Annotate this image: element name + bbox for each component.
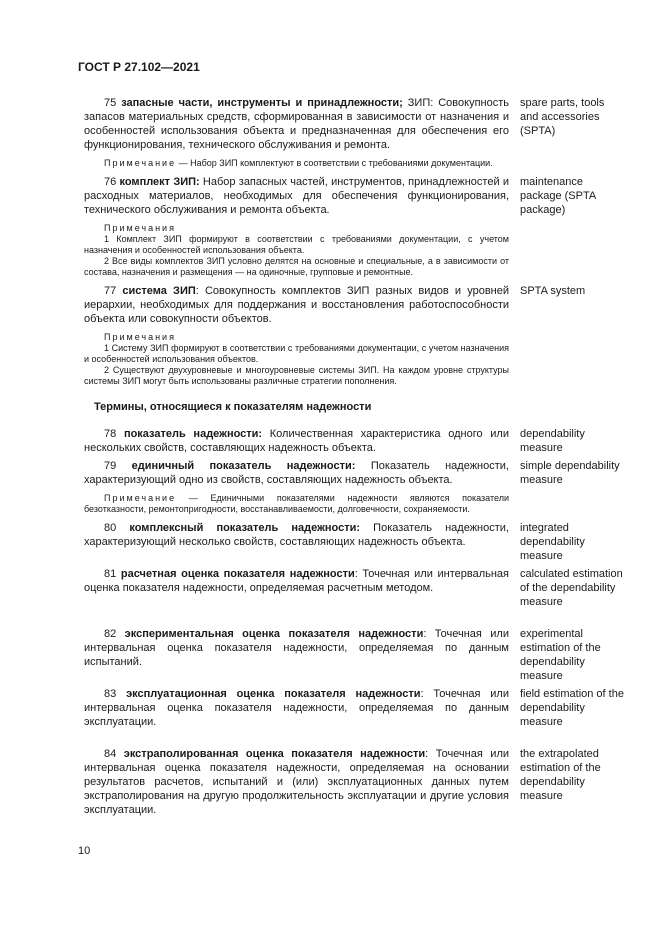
term-english: SPTA system: [520, 285, 586, 297]
term-english: spare parts, tools and accessories (SPTA): [520, 97, 605, 137]
note: Примечания 1 Комплект ЗИП формируют в соответствии с требованиями документации, с учетом назначения и особенностей использования объекта. 2 Все виды комплектов ЗИП условно делятся на основные и специальные, а в зависимости от состава, назначения и размещения — на одиночные, групповые и ремонтные.: [84, 223, 509, 277]
document-header: ГОСТ Р 27.102—2021: [78, 60, 200, 74]
term-definition: 81 расчетная оценка показателя надежности: Точечная или интервальная оценка показателя надежности, определяемая расчетным методом.: [84, 568, 509, 594]
term-entry: [84, 521, 624, 563]
term-name: расчетная оценка показателя надежности: [120, 568, 355, 580]
term-entry: [84, 459, 624, 515]
term-english: experimental estimation of the dependability measure: [520, 628, 601, 682]
term-name: экстраполированная оценка показателя надежности: [123, 748, 426, 760]
term-definition: 83 эксплуатационная оценка показателя надежности: Точечная или интервальная оценка показателя надежности, определяемая по данным эксплуатации.: [84, 688, 509, 728]
term-definition: 78 показатель надежности: Количественная характеристика одного или нескольких свойств, составляющих надежность объекта.: [84, 428, 509, 454]
term-entry: [84, 567, 624, 623]
term-english: the extrapolated estimation of the dependability measure: [520, 748, 601, 802]
term-name: комплексный показатель надежности:: [129, 522, 361, 534]
term-english: field estimation of the dependability measure: [520, 688, 624, 728]
content-area: [84, 96, 624, 817]
term-english: integrated dependability measure: [520, 522, 585, 562]
term-english: dependability measure: [520, 428, 585, 454]
term-entry: [84, 427, 624, 455]
term-definition: 76 комплект ЗИП: Набор запасных частей, инструментов, принадлежностей и расходных материалов, необходимых для обеспечения функционирования, технического обслуживания и ремонта объекта.: [84, 176, 509, 216]
note: Примечание — Набор ЗИП комплектуют в соответствии с требованиями документации.: [104, 158, 493, 168]
term-name: система ЗИП: [122, 285, 196, 297]
term-definition: 75 запасные части, инструменты и принадлежности; ЗИП: Совокупность запасов материальных средств, сформированная в зависимости от назначения и особенностей использования объекта и предназначенная для обеспечения его функционирования, технического обслуживания и ремонта.: [84, 97, 509, 151]
term-definition: 84 экстраполированная оценка показателя надежности: Точечная или интервальная оценка показателя надежности, определяемая на основании результатов расчетов, испытаний и (или) эксплуатационных данных путем экстраполирования на другую продолжительность эксплуатации и другие условия эксплуатации.: [84, 748, 510, 816]
note: Примечание — Единичными показателями надежности являются показатели безотказности, ремонтопригодности, восстанавливаемости, долговечности, сохраняемости.: [84, 493, 509, 514]
term-definition: 79 единичный показатель надежности: Показатель надежности, характеризующий одно из свойств, составляющих надежность объекта. Примечание — Единичными показателями надежности являются показатели безотказности, ремонтопригодности, восстанавливаемости, долговечности, сохраняемости.: [84, 460, 509, 514]
term-definition: 80 комплексный показатель надежности: Показатель надежности, характеризующий несколько свойств, составляющих надежность объекта.: [84, 522, 509, 548]
note: Примечания 1 Систему ЗИП формируют в соответствии с требованиями документации, с учетом назначения и особенностей использования объектов. 2 Существуют двухуровневые и многоуровневые системы ЗИП. На каждом уровне структуры системы ЗИП могут быть использованы различные стратегии пополнения.: [84, 332, 509, 386]
term-name: единичный показатель надежности:: [131, 460, 356, 472]
term-name: запасные части, инструменты и принадлежности;: [121, 97, 403, 109]
term-name: экспериментальная оценка показателя надежности: [124, 628, 424, 640]
term-entry: [84, 627, 624, 683]
term-name: комплект ЗИП:: [119, 176, 200, 188]
term-entry: [84, 687, 624, 743]
term-entry: [84, 96, 624, 152]
section-title: Термины, относящиеся к показателям надежности: [94, 401, 372, 413]
term-english: maintenance package (SPTA package): [520, 176, 596, 216]
term-entry: [84, 747, 624, 817]
term-english: calculated estimation of the dependability measure: [520, 568, 623, 608]
term-entry: [84, 175, 624, 217]
term-definition: 77 система ЗИП: Совокупность комплектов ЗИП разных видов и уровней иерархии, необходимых для поддержания и восстановления работоспособности объекта или совокупности объектов.: [84, 285, 510, 325]
term-entry: [84, 284, 624, 326]
term-name: эксплуатационная оценка показателя надежности: [126, 688, 421, 700]
term-definition: 82 экспериментальная оценка показателя надежности: Точечная или интервальная оценка показателя надежности, определяемая по данным испытаний.: [84, 628, 509, 668]
term-name: показатель надежности:: [123, 428, 263, 440]
term-english: simple dependability measure: [520, 460, 620, 486]
page-number: 10: [78, 845, 91, 857]
